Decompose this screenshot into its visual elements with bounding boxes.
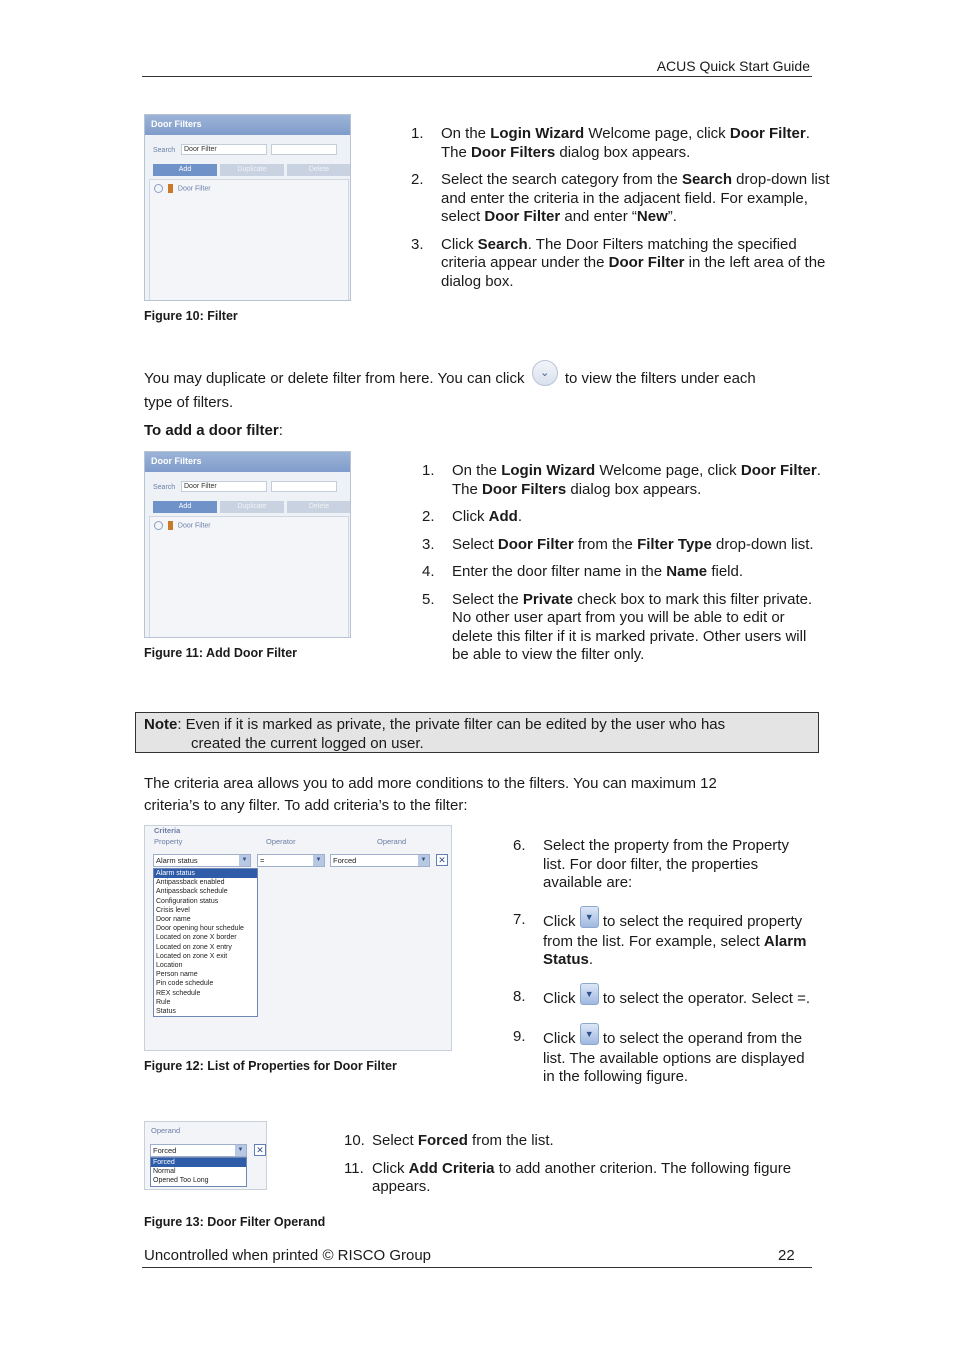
- expand-chevron-icon: [154, 521, 163, 530]
- step-text-end: to select the operator. Select =.: [602, 989, 811, 1007]
- para1-text-start: You may duplicate or delete filter from here. You can click: [144, 369, 525, 387]
- step-text: Select Forced from the list.: [372, 1132, 554, 1149]
- add-door-filter-heading: [144, 422, 283, 439]
- step-number: 3.: [422, 535, 435, 553]
- operand-value: Forced: [153, 1146, 177, 1155]
- dropdown-arrow-icon: ▼: [580, 1023, 599, 1045]
- list-option: Door name: [156, 916, 191, 924]
- step-text: Enter the door filter name in the Name field.: [452, 563, 744, 580]
- step-number: 1.: [422, 462, 435, 479]
- search-label: Search: [153, 147, 176, 154]
- steps-search: [411, 125, 831, 300]
- para1-text-line2: type of filters.: [144, 394, 234, 411]
- list-option: REX schedule: [156, 989, 201, 997]
- remove-criterion-icon: ✕: [254, 1144, 266, 1156]
- step-number: 7.: [513, 910, 526, 928]
- door-icon: [168, 184, 173, 193]
- list-option: Pin code schedule: [156, 980, 214, 988]
- heading-bold: To add a door filter: [144, 422, 279, 439]
- step-item: [411, 125, 831, 162]
- door-icon: [168, 521, 173, 530]
- header-rule: [142, 76, 812, 77]
- figure-10-screenshot: [144, 114, 351, 301]
- footer-rule: [142, 1267, 812, 1268]
- step-item: [422, 591, 826, 665]
- step-7: [513, 911, 813, 970]
- list-option: Status: [156, 1008, 176, 1016]
- step-item: [422, 462, 826, 499]
- step-item: [344, 1160, 830, 1197]
- remove-criterion-icon: ✕: [436, 854, 448, 866]
- step-text: Click Search. The Door Filters matching the specified criteria appear under the Door Filter in the left area of the dialog box.: [441, 235, 826, 290]
- duplicate-button: Duplicate: [220, 501, 284, 513]
- step-item: [422, 563, 826, 582]
- figure-11-screenshot: [144, 451, 351, 638]
- delete-button: Delete: [287, 164, 351, 176]
- step-item: [411, 236, 831, 292]
- step-number: 11.: [344, 1159, 364, 1177]
- list-option: Forced: [151, 1158, 246, 1167]
- step-number: 6.: [513, 837, 526, 854]
- figure-13-caption: Figure 13: Door Filter Operand: [144, 1215, 326, 1229]
- property-select: [153, 854, 251, 867]
- step-text: On the Login Wizard Welcome page, click Door Filter. The Door Filters dialog box appears.: [441, 125, 810, 161]
- step-number: 9.: [513, 1027, 526, 1045]
- operand-value: Forced: [333, 856, 357, 865]
- step-number: 5.: [422, 590, 435, 608]
- step-item: [422, 536, 826, 555]
- list-option: Antipassback enabled: [156, 879, 225, 887]
- page-number: 22: [778, 1247, 795, 1264]
- add-button: Add: [153, 164, 217, 176]
- list-option: Location: [156, 962, 183, 970]
- figure-13-screenshot: [144, 1121, 267, 1190]
- operator-column-label: Operator: [266, 837, 296, 846]
- para2-line1: The criteria area allows you to add more conditions to the filters. You can maximum 12: [144, 775, 717, 792]
- list-option: Antipassback schedule: [156, 888, 228, 896]
- step-number: 3.: [411, 235, 424, 253]
- steps-criteria: [513, 837, 813, 1087]
- step-6: [513, 837, 813, 893]
- step-text-start: Click: [543, 989, 576, 1007]
- step-text: Click Add.: [452, 508, 523, 525]
- figure-11-caption: Figure 11: Add Door Filter: [144, 646, 298, 660]
- heading-colon: :: [278, 422, 283, 439]
- paragraph-criteria: [144, 773, 824, 817]
- list-option: Rule: [156, 998, 171, 1006]
- list-option: Located on zone X entry: [156, 943, 232, 951]
- list-option: Door opening hour schedule: [156, 925, 244, 933]
- operator-select: [257, 854, 325, 867]
- step-text-end: to select the operand from the list. The available options are displayed in the following figure.: [543, 1029, 805, 1085]
- dropdown-arrow-icon: ▼: [580, 983, 599, 1005]
- note-text-line1: : Even if it is marked as private, the private filter can be edited by the user who has: [177, 716, 726, 733]
- step-text-start: Click: [543, 912, 576, 930]
- search-category-select: Door Filter: [181, 144, 267, 155]
- search-label: Search: [153, 484, 176, 491]
- operand-select: [150, 1144, 247, 1157]
- steps-operand: [344, 1132, 830, 1206]
- add-button: Add: [153, 501, 217, 513]
- step-item: [344, 1132, 830, 1151]
- step-text: On the Login Wizard Welcome page, click Door Filter. The Door Filters dialog box appears.: [452, 462, 821, 498]
- header-title: ACUS Quick Start Guide: [656, 58, 810, 74]
- list-option: Alarm status: [154, 869, 257, 878]
- step-number: 4.: [422, 563, 435, 580]
- property-column-label: Property: [154, 837, 183, 846]
- dropdown-arrow-icon: ▼: [580, 906, 599, 928]
- steps-add-door-filter: [422, 462, 826, 674]
- list-option: Opened Too Long: [153, 1177, 209, 1185]
- dropdown-arrow-icon: ▼: [235, 1145, 246, 1156]
- step-number: 1.: [411, 125, 424, 142]
- operator-value: =: [260, 856, 265, 865]
- chevron-down-icon: ⌄: [532, 360, 558, 386]
- step-9: [513, 1028, 813, 1087]
- search-category-select: Door Filter: [181, 481, 267, 492]
- expand-chevron-icon: [154, 184, 163, 193]
- step-item: [422, 508, 826, 527]
- filter-tree: [149, 179, 349, 301]
- step-number: 10.: [344, 1132, 365, 1149]
- footer-copyright: Uncontrolled when printed © RISCO Group: [144, 1247, 432, 1264]
- figure-12-caption: Figure 12: List of Properties for Door Filter: [144, 1059, 397, 1073]
- step-number: 8.: [513, 987, 526, 1005]
- para2-line2: criteria’s to any filter. To add criteria’s to the filter:: [144, 797, 468, 814]
- step-text: Select the search category from the Search drop-down list and enter the criteria in the adjacent field. For example, select Door Filter and enter “New”.: [441, 171, 830, 225]
- search-criteria-input: [271, 481, 337, 492]
- dialog-title: Door Filters: [145, 115, 350, 135]
- note-box: [135, 712, 819, 753]
- operand-options-list: [150, 1157, 247, 1187]
- search-criteria-input: [271, 144, 337, 155]
- filter-tree: [149, 516, 349, 638]
- operand-column-label: Operand: [377, 837, 407, 846]
- step-text: Select the Private check box to mark this filter private. No other user apart from you will be able to edit or delete this filter if it is marked private. Other users will be able to view the filter only.: [452, 590, 813, 663]
- step-text-end: to select the required property from the list. For example, select Alarm Status.: [543, 912, 807, 968]
- paragraph-duplicate-delete: [144, 366, 824, 414]
- property-options-list: [153, 868, 258, 1017]
- dropdown-arrow-icon: ▼: [418, 855, 429, 866]
- dropdown-arrow-icon: ▼: [239, 855, 250, 866]
- operand-select: [330, 854, 430, 867]
- figure-12-screenshot: [144, 825, 452, 1051]
- note-label: Note: [144, 716, 178, 733]
- step-number: 2.: [411, 171, 424, 188]
- step-item: [411, 171, 831, 227]
- note-text-line2: created the current logged on user.: [191, 735, 424, 752]
- para1-text-end: to view the filters under each: [564, 369, 756, 387]
- list-option: Located on zone X border: [156, 934, 237, 942]
- dropdown-arrow-icon: ▼: [313, 855, 324, 866]
- figure-10-caption: Figure 10: Filter: [144, 309, 238, 323]
- step-8: [513, 988, 813, 1010]
- list-option: Configuration status: [156, 897, 219, 905]
- step-number: 2.: [422, 508, 435, 525]
- operand-section-label: Operand: [151, 1126, 181, 1135]
- list-option: Normal: [153, 1168, 176, 1176]
- list-option: Located on zone X exit: [156, 952, 228, 960]
- tree-item-label: Door Filter: [177, 522, 211, 530]
- step-text-start: Click: [543, 1029, 576, 1047]
- criteria-section-label: Criteria: [154, 826, 181, 835]
- step-text: Select Door Filter from the Filter Type drop-down list.: [452, 535, 814, 553]
- delete-button: Delete: [287, 501, 351, 513]
- list-option: Crisis level: [156, 906, 190, 914]
- dialog-title: Door Filters: [145, 452, 350, 472]
- property-value: Alarm status: [156, 856, 198, 865]
- step-text: Select the property from the Property list. For door filter, the properties available are:: [543, 837, 789, 891]
- tree-item-label: Door Filter: [177, 185, 211, 193]
- step-text: Click Add Criteria to add another criterion. The following figure appears.: [372, 1159, 792, 1195]
- duplicate-button: Duplicate: [220, 164, 284, 176]
- list-option: Person name: [156, 971, 198, 979]
